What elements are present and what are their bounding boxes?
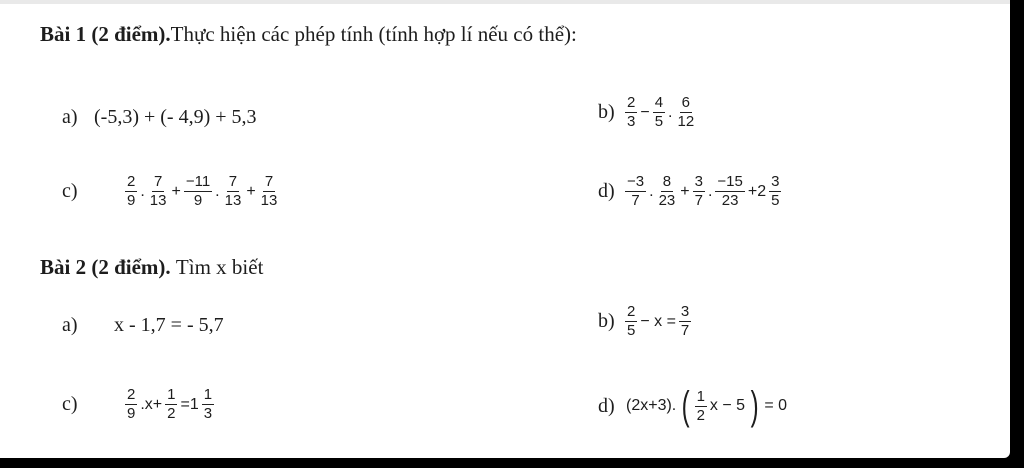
operator: .	[215, 182, 220, 200]
bai1-b-label: b)	[598, 101, 615, 123]
operator: =1	[180, 395, 199, 413]
fraction: 1 2	[696, 387, 705, 424]
bai1-c	[62, 173, 280, 210]
operator: +	[246, 182, 256, 200]
bai1-d	[598, 173, 782, 210]
operator: +	[680, 182, 690, 200]
fraction: 3 5	[771, 173, 780, 209]
fraction: $\frac{4}{5}$	[654, 94, 664, 130]
right-paren: )	[750, 384, 759, 428]
fraction: 2 5	[627, 303, 636, 339]
bai2-c	[62, 386, 215, 423]
operator: x − 5	[709, 397, 746, 414]
fraction: 7 13	[149, 173, 167, 209]
bai2-b	[598, 303, 692, 340]
fraction: $\frac{3}{7}$	[694, 173, 703, 209]
fraction: 2 9	[127, 386, 136, 422]
operator: − x =	[640, 312, 676, 330]
bai2-b-label: b)	[598, 310, 615, 332]
bai1-a-expr: (-5,3) + (- 4,9) + 5,3	[94, 106, 257, 128]
bai2-heading-text: Tìm x biết	[175, 255, 264, 279]
fraction: 6 12	[677, 94, 695, 130]
fraction: 7 13	[224, 173, 242, 209]
bai1-heading	[40, 22, 577, 47]
bai2-a-label: a)	[62, 314, 78, 336]
bai1-heading-text: Thực hiện các phép tính (tính hợp lí nếu có thể):	[170, 22, 577, 46]
bai2-heading-bold: Bài 2	[40, 255, 87, 279]
bai2-a	[62, 314, 224, 337]
bai1-a	[62, 106, 257, 129]
bai2-heading-points: (2 điểm).	[86, 255, 176, 279]
fraction: −15 23	[717, 173, 743, 209]
bai2-c-label: c)	[62, 393, 78, 415]
top-edge	[0, 0, 1010, 4]
operator: +	[171, 182, 181, 200]
bai2-a-expr: x - 1,7 = - 5,7	[114, 314, 224, 336]
fraction: $\frac{1}{2}$	[167, 386, 176, 422]
bai2-d-label: d)	[598, 394, 615, 417]
operator: = 0	[764, 397, 788, 414]
fraction: 2 9	[127, 173, 136, 209]
fraction: 2 3	[627, 94, 636, 130]
fraction: $\frac{-11}{9}$	[185, 173, 211, 209]
bai1-d-label: d)	[598, 180, 615, 202]
operator: (2x+3).	[626, 397, 677, 414]
fraction: $\frac{7}{13}$	[260, 173, 278, 209]
left-paren: (	[681, 384, 690, 428]
operator: .	[649, 182, 654, 200]
bai1-a-label: a)	[62, 106, 78, 128]
fraction: −3 7	[627, 173, 645, 209]
operator: +2	[747, 182, 767, 200]
operator: −	[640, 103, 650, 121]
fraction: 8 23	[658, 173, 676, 209]
operator: .x+	[140, 395, 163, 413]
bai1-heading-bold: Bài 1 (2 điểm).	[40, 22, 171, 46]
bai1-c-label: c)	[62, 180, 78, 202]
operator: .	[140, 182, 145, 200]
operator: .	[707, 182, 713, 200]
fraction: 1 3	[203, 386, 213, 422]
fraction: $\frac{3}{7}$	[680, 303, 690, 339]
operator: .	[668, 103, 673, 121]
bai2-d	[598, 386, 789, 426]
bai1-b	[598, 94, 697, 131]
bai2-heading	[40, 255, 263, 280]
